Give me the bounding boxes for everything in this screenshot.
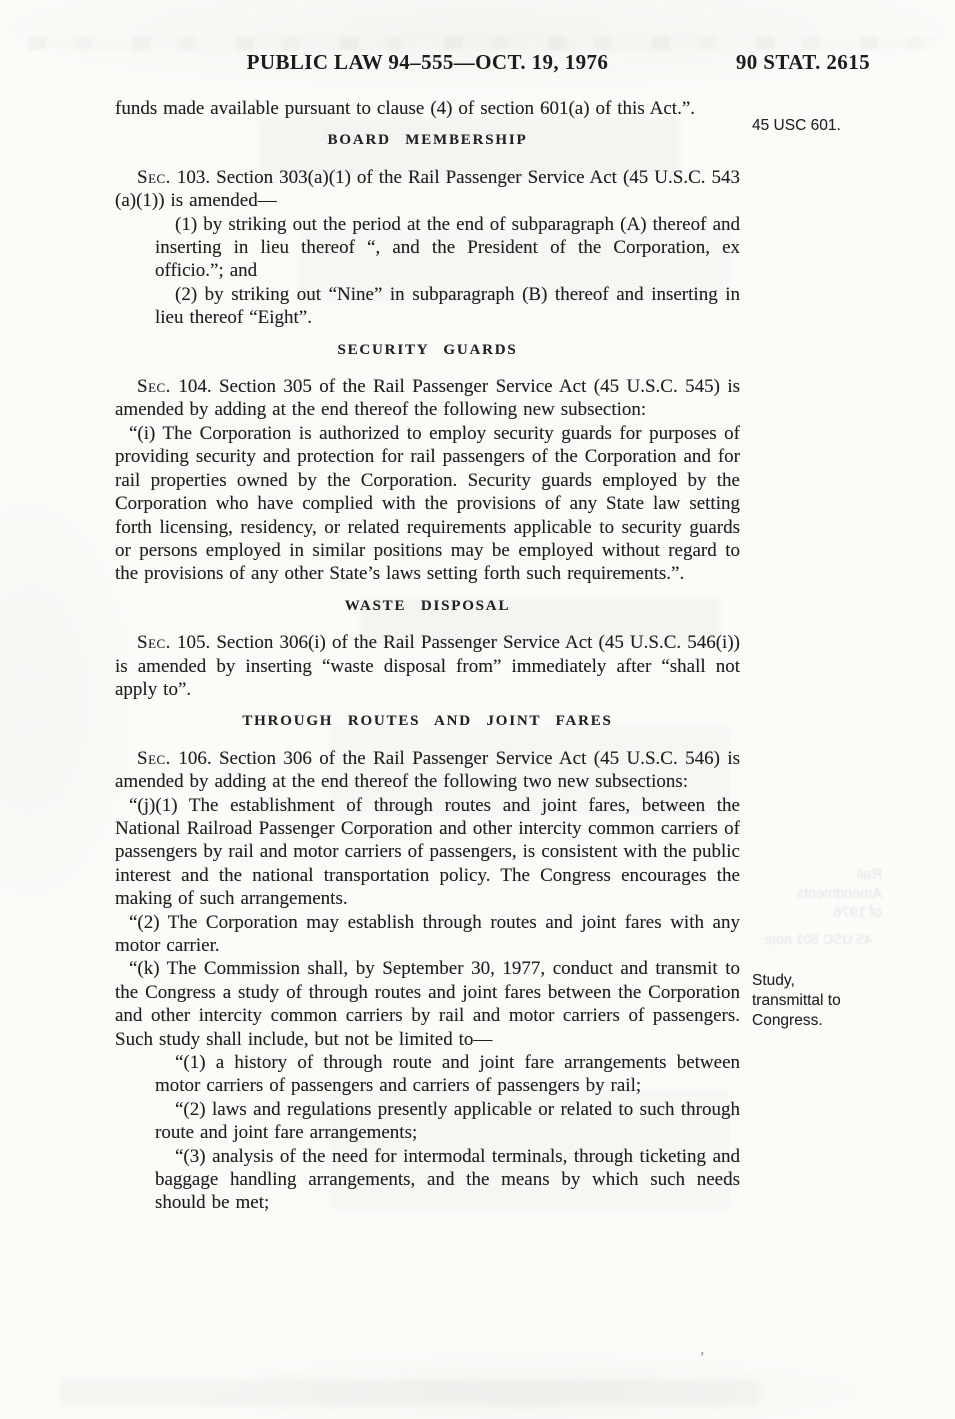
scan-stray-mark: ’ (697, 1349, 706, 1367)
sec-label: Sec. (137, 632, 171, 654)
margin-note-study-transmittal: Study, transmittal to Congress. (752, 972, 841, 1029)
sec-105-text: 105. Section 306(i) of the Rail Passenger Service Act (45 U.S.C. 546(i)) is amended by inserting “waste disposal from” immediately after “shall not apply to”. (115, 632, 740, 700)
bleedthrough-text-rail-amendments: Rail Amendments of 1976. (796, 867, 882, 921)
scan-noise-band (28, 37, 937, 50)
bleedthrough-artifact (60, 1380, 760, 1406)
section-heading-through-routes: THROUGH ROUTES AND JOINT FARES (242, 713, 613, 730)
margin-note-usc-601: 45 USC 601. (752, 117, 841, 134)
paragraph-sec-103 (115, 166, 740, 213)
section-heading-waste-disposal: WASTE DISPOSAL (344, 597, 511, 614)
sec-103-text: 103. Section 303(a)(1) of the Rail Passenger Service Act (45 U.S.C. 543 (a)(1)) is amended— (115, 166, 740, 212)
sec-label: Sec. (137, 166, 171, 188)
paragraph-subsection-j2: “(2) The Corporation may establish through routes and joint fares with any motor carrier. (115, 911, 740, 956)
paragraph-subsection-i: “(i) The Corporation is authorized to employ security guards for purposes of providing security and protection for rail passengers of the Corporation and for rail properties owned by the Corporation. Security guards employed by the Corporation who have complied with the provisions of any State law setting forth licensing, residency, or related requirements applicable to security guards or persons employed in similar positions may be employed without regard to the provisions of any other State’s laws setting forth such requirements.”. (115, 422, 740, 585)
body-text-column (115, 97, 740, 1215)
paragraph-sec-106 (115, 747, 740, 794)
sec-label: Sec. (137, 376, 171, 398)
paragraph-sec-105 (115, 631, 740, 701)
page-title: PUBLIC LAW 94–555—OCT. 19, 1976 (246, 50, 609, 74)
paragraph-study-item-2: “(2) laws and regulations presently applicable or related to such through route and joint fare arrangements; (155, 1098, 740, 1144)
paragraph-study-item-3: “(3) analysis of the need for intermodal terminals, through ticketing and baggage handling arrangements, and the means by which such needs should be met; (155, 1145, 740, 1214)
paragraph-sec-103-clause-2: (2) by striking out “Nine” in subparagraph (B) thereof and inserting in lieu thereof “Eight”. (155, 283, 740, 329)
bleedthrough-text-usc-501: 45 USC 501 note. (760, 931, 872, 947)
running-header (115, 50, 870, 76)
sec-106-text: 106. Section 306 of the Rail Passenger Service Act (45 U.S.C. 546) is amended by adding at the end thereof the following two new subsections: (115, 747, 740, 793)
paragraph-sec-103-clause-1: (1) by striking out the period at the end of subparagraph (A) thereof and inserting in lieu thereof “, and the President of the Corporation, ex officio.”; and (155, 213, 740, 282)
sec-104-text: 104. Section 305 of the Rail Passenger Service Act (45 U.S.C. 545) is amended by adding at the end thereof the following new subsection: (115, 376, 740, 421)
paragraph-subsection-k: “(k) The Commission shall, by September 30, 1977, conduct and transmit to the Congress a study of through routes and joint fares between the Corporation and other intercity common carriers by rail and motor carriers of passengers. Such study shall include, but not be limited to— (115, 958, 740, 1050)
section-heading-board-membership: BOARD MEMBERSHIP (327, 132, 528, 149)
continuation-paragraph: funds made available pursuant to clause (4) of section 601(a) of this Act.”. (115, 98, 696, 119)
section-heading-security-guards: SECURITY GUARDS (337, 341, 518, 358)
sec-label: Sec. (137, 747, 171, 769)
paragraph-study-item-1: “(1) a history of through route and joint fare arrangements between motor carriers of passengers and carriers of passengers by rail; (155, 1052, 740, 1097)
paragraph-sec-104 (115, 375, 740, 422)
stat-page-number: 90 STAT. 2615 (735, 50, 870, 74)
paragraph-subsection-j1: “(j)(1) The establishment of through routes and joint fares, between the National Railroad Passenger Corporation and other intercity common carriers of passengers by rail and motor carriers of passengers, is consistent with the public interest and the national transportation policy. The Congress encourages the making of such arrangements. (115, 794, 740, 910)
